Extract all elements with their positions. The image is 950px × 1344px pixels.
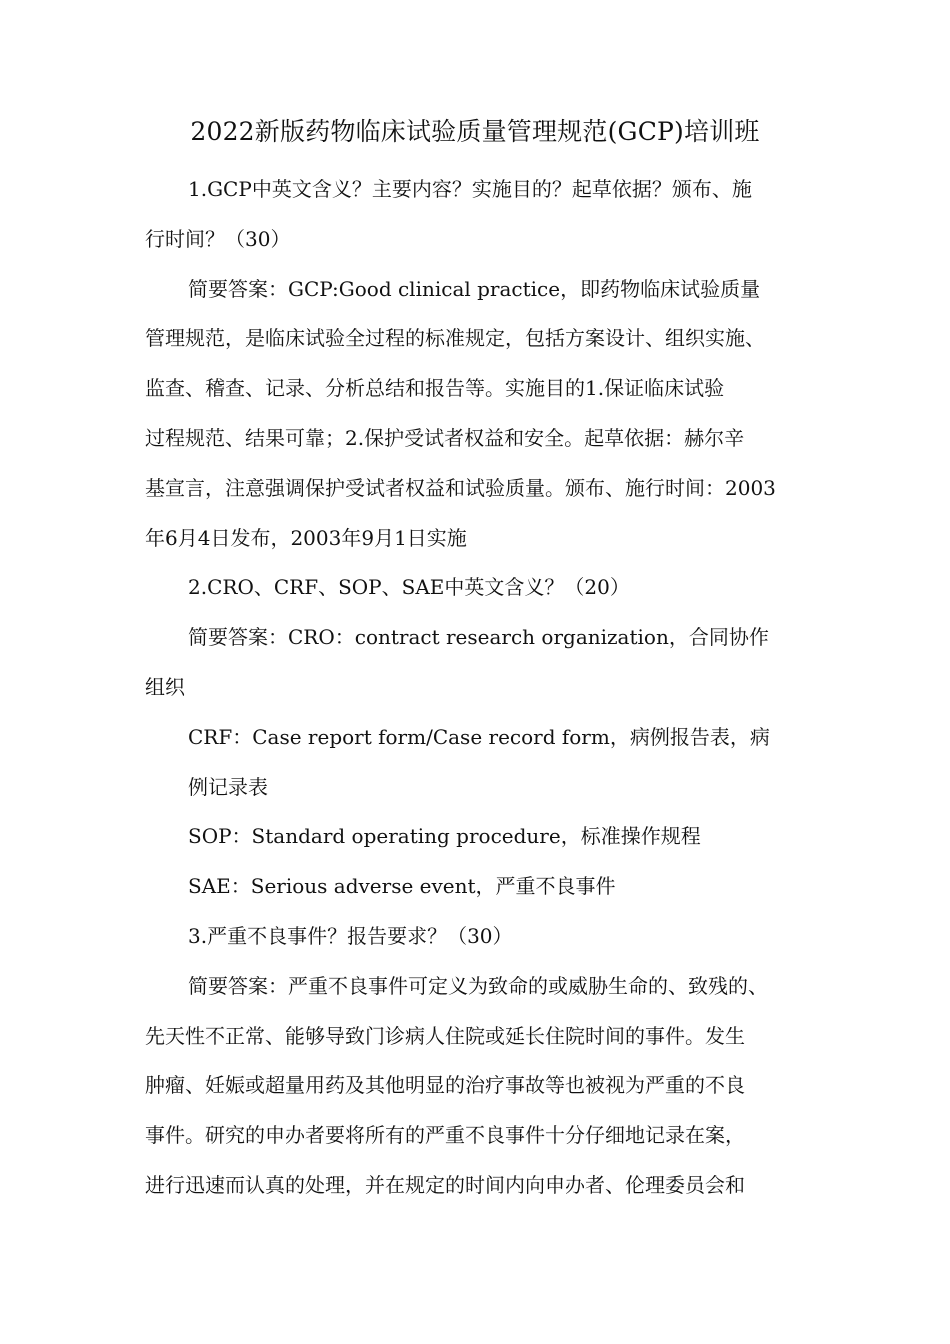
text-line: 简要答案：CRO：contract research organization，合同协作 — [188, 625, 769, 650]
text-line: 管理规范，是临床试验全过程的标准规定，包括方案设计、组织实施、 — [145, 326, 765, 351]
text-line: 过程规范、结果可靠；2.保护受试者权益和安全。起草依据：赫尔辛 — [145, 425, 745, 450]
text-line: 3.严重不良事件？报告要求？（30） — [188, 923, 513, 948]
text-line: CRF：Case report form/Case record form，病例报告表，病 — [188, 724, 770, 749]
text-line: SAE：Serious adverse event，严重不良事件 — [188, 874, 616, 899]
document-title: 2022新版药物临床试验质量管理规范(GCP)培训班 — [190, 117, 760, 146]
text-line: 基宣言，注意强调保护受试者权益和试验质量。颁布、施行时间：2003 — [145, 475, 776, 500]
text-line: 进行迅速而认真的处理，并在规定的时间内向申办者、伦理委员会和 — [145, 1172, 745, 1197]
text-line: 先天性不正常、能够导致门诊病人住院或延长住院时间的事件。发生 — [145, 1023, 745, 1048]
text-line: 行时间？（30） — [145, 226, 291, 251]
text-line: 2.CRO、CRF、SOP、SAE中英文含义？（20） — [188, 575, 630, 600]
text-line: 监查、稽查、记录、分析总结和报告等。实施目的1.保证临床试验 — [145, 376, 725, 401]
text-line: 简要答案：GCP:Good clinical practice，即药物临床试验质量 — [188, 276, 761, 301]
document-body — [145, 165, 810, 1211]
text-line: 简要答案：严重不良事件可定义为致命的或威胁生命的、致残的、 — [188, 973, 768, 998]
text-line: 1.GCP中英文含义？主要内容？实施目的？起草依据？颁布、施 — [188, 177, 752, 201]
text-line: 年6月4日发布，2003年9月1日实施 — [145, 525, 467, 550]
text-line: 肿瘤、妊娠或超量用药及其他明显的治疗事故等也被视为严重的不良 — [145, 1073, 745, 1098]
text-line: 例记录表 — [188, 774, 268, 799]
text-line: 事件。研究的申办者要将所有的严重不良事件十分仔细地记录在案， — [145, 1123, 745, 1148]
text-line: 组织 — [145, 674, 185, 699]
text-line: SOP：Standard operating procedure，标准操作规程 — [188, 824, 701, 849]
